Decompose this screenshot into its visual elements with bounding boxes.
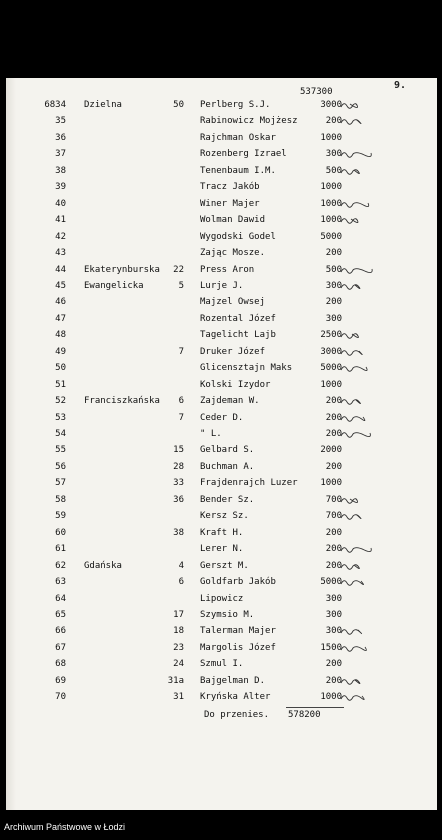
handwritten-mark: [340, 626, 376, 636]
entry-number: 57: [55, 478, 66, 489]
total-value: 578200: [288, 710, 321, 720]
person-name: Lerer N.: [200, 544, 244, 555]
handwritten-mark: [340, 363, 376, 373]
amount: 1000: [320, 379, 342, 390]
amount: 300: [325, 149, 342, 160]
entry-number: 65: [55, 609, 66, 620]
handwritten-mark: [340, 495, 376, 505]
amount: 5000: [320, 363, 342, 374]
ledger-row: [0, 113, 442, 129]
entry-number: 66: [55, 626, 66, 637]
entry-number: 43: [55, 248, 66, 259]
amount: 1000: [320, 182, 342, 193]
person-name: Ceder D.: [200, 412, 244, 423]
house-number: 18: [173, 626, 184, 637]
entry-number: 42: [55, 231, 66, 242]
archive-name: Archiwum Państwowe w Łodzi: [4, 822, 126, 832]
person-name: Bender Sz.: [200, 494, 255, 505]
person-name: Bajgelman D.: [200, 675, 266, 686]
house-number: 4: [178, 560, 184, 571]
ledger-row: [0, 196, 442, 212]
street-name: Ekaterynburska: [84, 264, 160, 275]
amount: 2500: [320, 330, 342, 341]
house-number: 50: [173, 100, 184, 110]
ledger-row: [0, 130, 442, 146]
entry-number: 58: [55, 494, 66, 505]
entry-number: 37: [55, 149, 66, 160]
amount: 1000: [320, 692, 342, 703]
ledger-row: [0, 492, 442, 508]
handwritten-mark: [340, 199, 376, 209]
entry-number: 68: [55, 659, 66, 670]
street-name: Ewangelicka: [84, 280, 144, 291]
ledger-row: [0, 97, 442, 113]
entry-number: 60: [55, 527, 66, 538]
amount: 1000: [320, 132, 342, 143]
handwritten-mark: [340, 149, 376, 159]
amount: 200: [325, 675, 342, 686]
person-name: Perlberg S.J.: [200, 100, 271, 110]
page-total: [0, 707, 442, 723]
house-number: 38: [173, 527, 184, 538]
amount: 200: [325, 412, 342, 423]
person-name: Buchman A.: [200, 461, 255, 472]
ledger-row: [0, 179, 442, 195]
entry-number: 56: [55, 461, 66, 472]
handwritten-mark: [340, 692, 376, 702]
person-name: Frajdenrajch Luzer: [200, 478, 298, 489]
amount: 2000: [320, 445, 342, 456]
entry-number: 59: [55, 511, 66, 522]
person-name: Goldfarb Jakób: [200, 577, 276, 588]
ledger-row: [0, 459, 442, 475]
entry-number: 40: [55, 198, 66, 209]
amount: 300: [325, 280, 342, 291]
amount: 5000: [320, 577, 342, 588]
entry-number: 49: [55, 346, 66, 357]
amount: 1000: [320, 198, 342, 209]
ledger-row: [0, 163, 442, 179]
entry-number: 61: [55, 544, 66, 555]
house-number: 31a: [167, 675, 184, 686]
amount: 300: [325, 626, 342, 637]
ledger-row: [0, 541, 442, 557]
entry-number: 6834: [44, 100, 66, 110]
person-name: Kryńska Alter: [200, 692, 271, 703]
entry-number: 41: [55, 215, 66, 226]
amount: 200: [325, 116, 342, 127]
person-name: Tenenbaum I.M.: [200, 165, 276, 176]
ledger-row: [0, 344, 442, 360]
person-name: Wolman Dawid: [200, 215, 266, 226]
handwritten-mark: [340, 347, 376, 357]
person-name: Druker Józef: [200, 346, 266, 357]
amount: 200: [325, 461, 342, 472]
handwritten-mark: [340, 281, 376, 291]
amount: 700: [325, 511, 342, 522]
person-name: " L.: [200, 429, 222, 439]
entry-number: 70: [55, 692, 66, 703]
person-name: Margolis Józef: [200, 642, 276, 653]
person-name: Rabinowicz Mojżesz: [200, 116, 298, 127]
amount: 300: [325, 313, 342, 324]
ledger-row: [0, 278, 442, 294]
entry-number: 35: [55, 116, 66, 127]
entry-number: 48: [55, 330, 66, 341]
person-name: Zajdeman W.: [200, 396, 260, 407]
person-name: Kersz Sz.: [200, 511, 249, 522]
person-name: Rozenberg Izrael: [200, 149, 287, 160]
ledger-row: [0, 689, 442, 705]
amount: 200: [325, 527, 342, 538]
house-number: 5: [178, 280, 184, 291]
house-number: 23: [173, 642, 184, 653]
entry-number: 62: [55, 560, 66, 571]
amount: 200: [325, 429, 342, 439]
amount: 200: [325, 544, 342, 555]
page-number: 9.: [394, 80, 407, 91]
person-name: Gelbard S.: [200, 445, 255, 456]
ledger-row: [0, 525, 442, 541]
ledger-row: [0, 294, 442, 310]
person-name: Lurje J.: [200, 280, 244, 291]
person-name: Majzel Owsej: [200, 297, 266, 308]
ledger-row: [0, 442, 442, 458]
amount: 200: [325, 248, 342, 259]
ledger-row: [0, 360, 442, 376]
house-number: 6: [178, 396, 184, 407]
handwritten-mark: [340, 511, 376, 521]
ledger-row: [0, 410, 442, 426]
amount: 5000: [320, 231, 342, 242]
street-name: Gdańska: [84, 560, 122, 571]
handwritten-mark: [340, 265, 376, 275]
amount: 700: [325, 494, 342, 505]
house-number: 28: [173, 461, 184, 472]
amount: 200: [325, 659, 342, 670]
amount: 500: [325, 264, 342, 275]
handwritten-mark: [340, 215, 376, 225]
entry-number: 64: [55, 593, 66, 604]
house-number: 22: [173, 264, 184, 275]
handwritten-mark: [340, 396, 376, 406]
person-name: Tracz Jakób: [200, 182, 260, 193]
handwritten-mark: [340, 561, 376, 571]
ledger-row: [0, 146, 442, 162]
handwritten-mark: [340, 330, 376, 340]
house-number: 15: [173, 445, 184, 456]
ledger-row: [0, 508, 442, 524]
ledger-row: [0, 327, 442, 343]
ledger-row: [0, 426, 442, 442]
handwritten-mark: [340, 166, 376, 176]
ledger-row: [0, 623, 442, 639]
house-number: 24: [173, 659, 184, 670]
ledger-row: [0, 591, 442, 607]
ledger-row: [0, 377, 442, 393]
amount: 300: [325, 609, 342, 620]
amount: 1000: [320, 215, 342, 226]
entry-number: 36: [55, 132, 66, 143]
handwritten-mark: [340, 116, 376, 126]
amount: 200: [325, 560, 342, 571]
ledger-row: [0, 311, 442, 327]
amount: 3000: [320, 346, 342, 357]
handwritten-mark: [340, 676, 376, 686]
house-number: 7: [178, 346, 184, 357]
amount: 1500: [320, 642, 342, 653]
entry-number: 63: [55, 577, 66, 588]
house-number: 36: [173, 494, 184, 505]
person-name: Kraft H.: [200, 527, 244, 538]
ledger-row: [0, 558, 442, 574]
ledger-row: [0, 245, 442, 261]
person-name: Glicensztajn Maks: [200, 363, 293, 374]
entry-number: 45: [55, 280, 66, 291]
ledger-row: [0, 229, 442, 245]
entry-number: 51: [55, 379, 66, 390]
ledger-row: [0, 475, 442, 491]
entry-number: 38: [55, 165, 66, 176]
entry-number: 53: [55, 412, 66, 423]
house-number: 17: [173, 609, 184, 620]
amount: 1000: [320, 478, 342, 489]
person-name: Wygodski Godel: [200, 231, 276, 242]
person-name: Press Aron: [200, 264, 255, 275]
person-name: Rozental Józef: [200, 313, 276, 324]
handwritten-mark: [340, 100, 376, 110]
person-name: Rajchman Oskar: [200, 132, 276, 143]
ledger-row: [0, 393, 442, 409]
person-name: Lipowicz: [200, 593, 244, 604]
entry-number: 54: [55, 429, 66, 439]
entry-number: 69: [55, 675, 66, 686]
house-number: 33: [173, 478, 184, 489]
ledger-row: [0, 607, 442, 623]
handwritten-mark: [340, 577, 376, 587]
entry-number: 46: [55, 297, 66, 308]
street-name: Dzielna: [84, 100, 122, 110]
person-name: Talerman Majer: [200, 626, 276, 637]
house-number: 31: [173, 692, 184, 703]
ledger-row: [0, 262, 442, 278]
person-name: Tagelicht Lajb: [200, 330, 276, 341]
street-name: Franciszkańska: [84, 396, 160, 407]
handwritten-mark: [340, 429, 376, 439]
person-name: Szmul I.: [200, 659, 244, 670]
entry-number: 67: [55, 642, 66, 653]
entry-number: 44: [55, 264, 66, 275]
ledger-row: [0, 640, 442, 656]
amount: 200: [325, 297, 342, 308]
amount: 3000: [320, 100, 342, 110]
amount: 200: [325, 396, 342, 407]
ledger-row: [0, 212, 442, 228]
person-name: Gerszt M.: [200, 560, 249, 571]
ledger-row: [0, 574, 442, 590]
person-name: Zając Mosze.: [200, 248, 266, 259]
ledger-row: [0, 673, 442, 689]
house-number: 6: [178, 577, 184, 588]
amount: 500: [325, 165, 342, 176]
carried-in-total: 537300: [300, 87, 333, 97]
person-name: Kolski Izydor: [200, 379, 271, 390]
entry-number: 39: [55, 182, 66, 193]
person-name: Winer Majer: [200, 198, 260, 209]
amount: 300: [325, 593, 342, 604]
person-name: Szymsio M.: [200, 609, 255, 620]
house-number: 7: [178, 412, 184, 423]
entry-number: 50: [55, 363, 66, 374]
handwritten-mark: [340, 544, 376, 554]
entry-number: 47: [55, 313, 66, 324]
handwritten-mark: [340, 413, 376, 423]
entry-number: 52: [55, 396, 66, 407]
ledger-row: [0, 656, 442, 672]
total-label: Do przenies.: [204, 710, 270, 720]
entry-number: 55: [55, 445, 66, 456]
handwritten-mark: [340, 643, 376, 653]
